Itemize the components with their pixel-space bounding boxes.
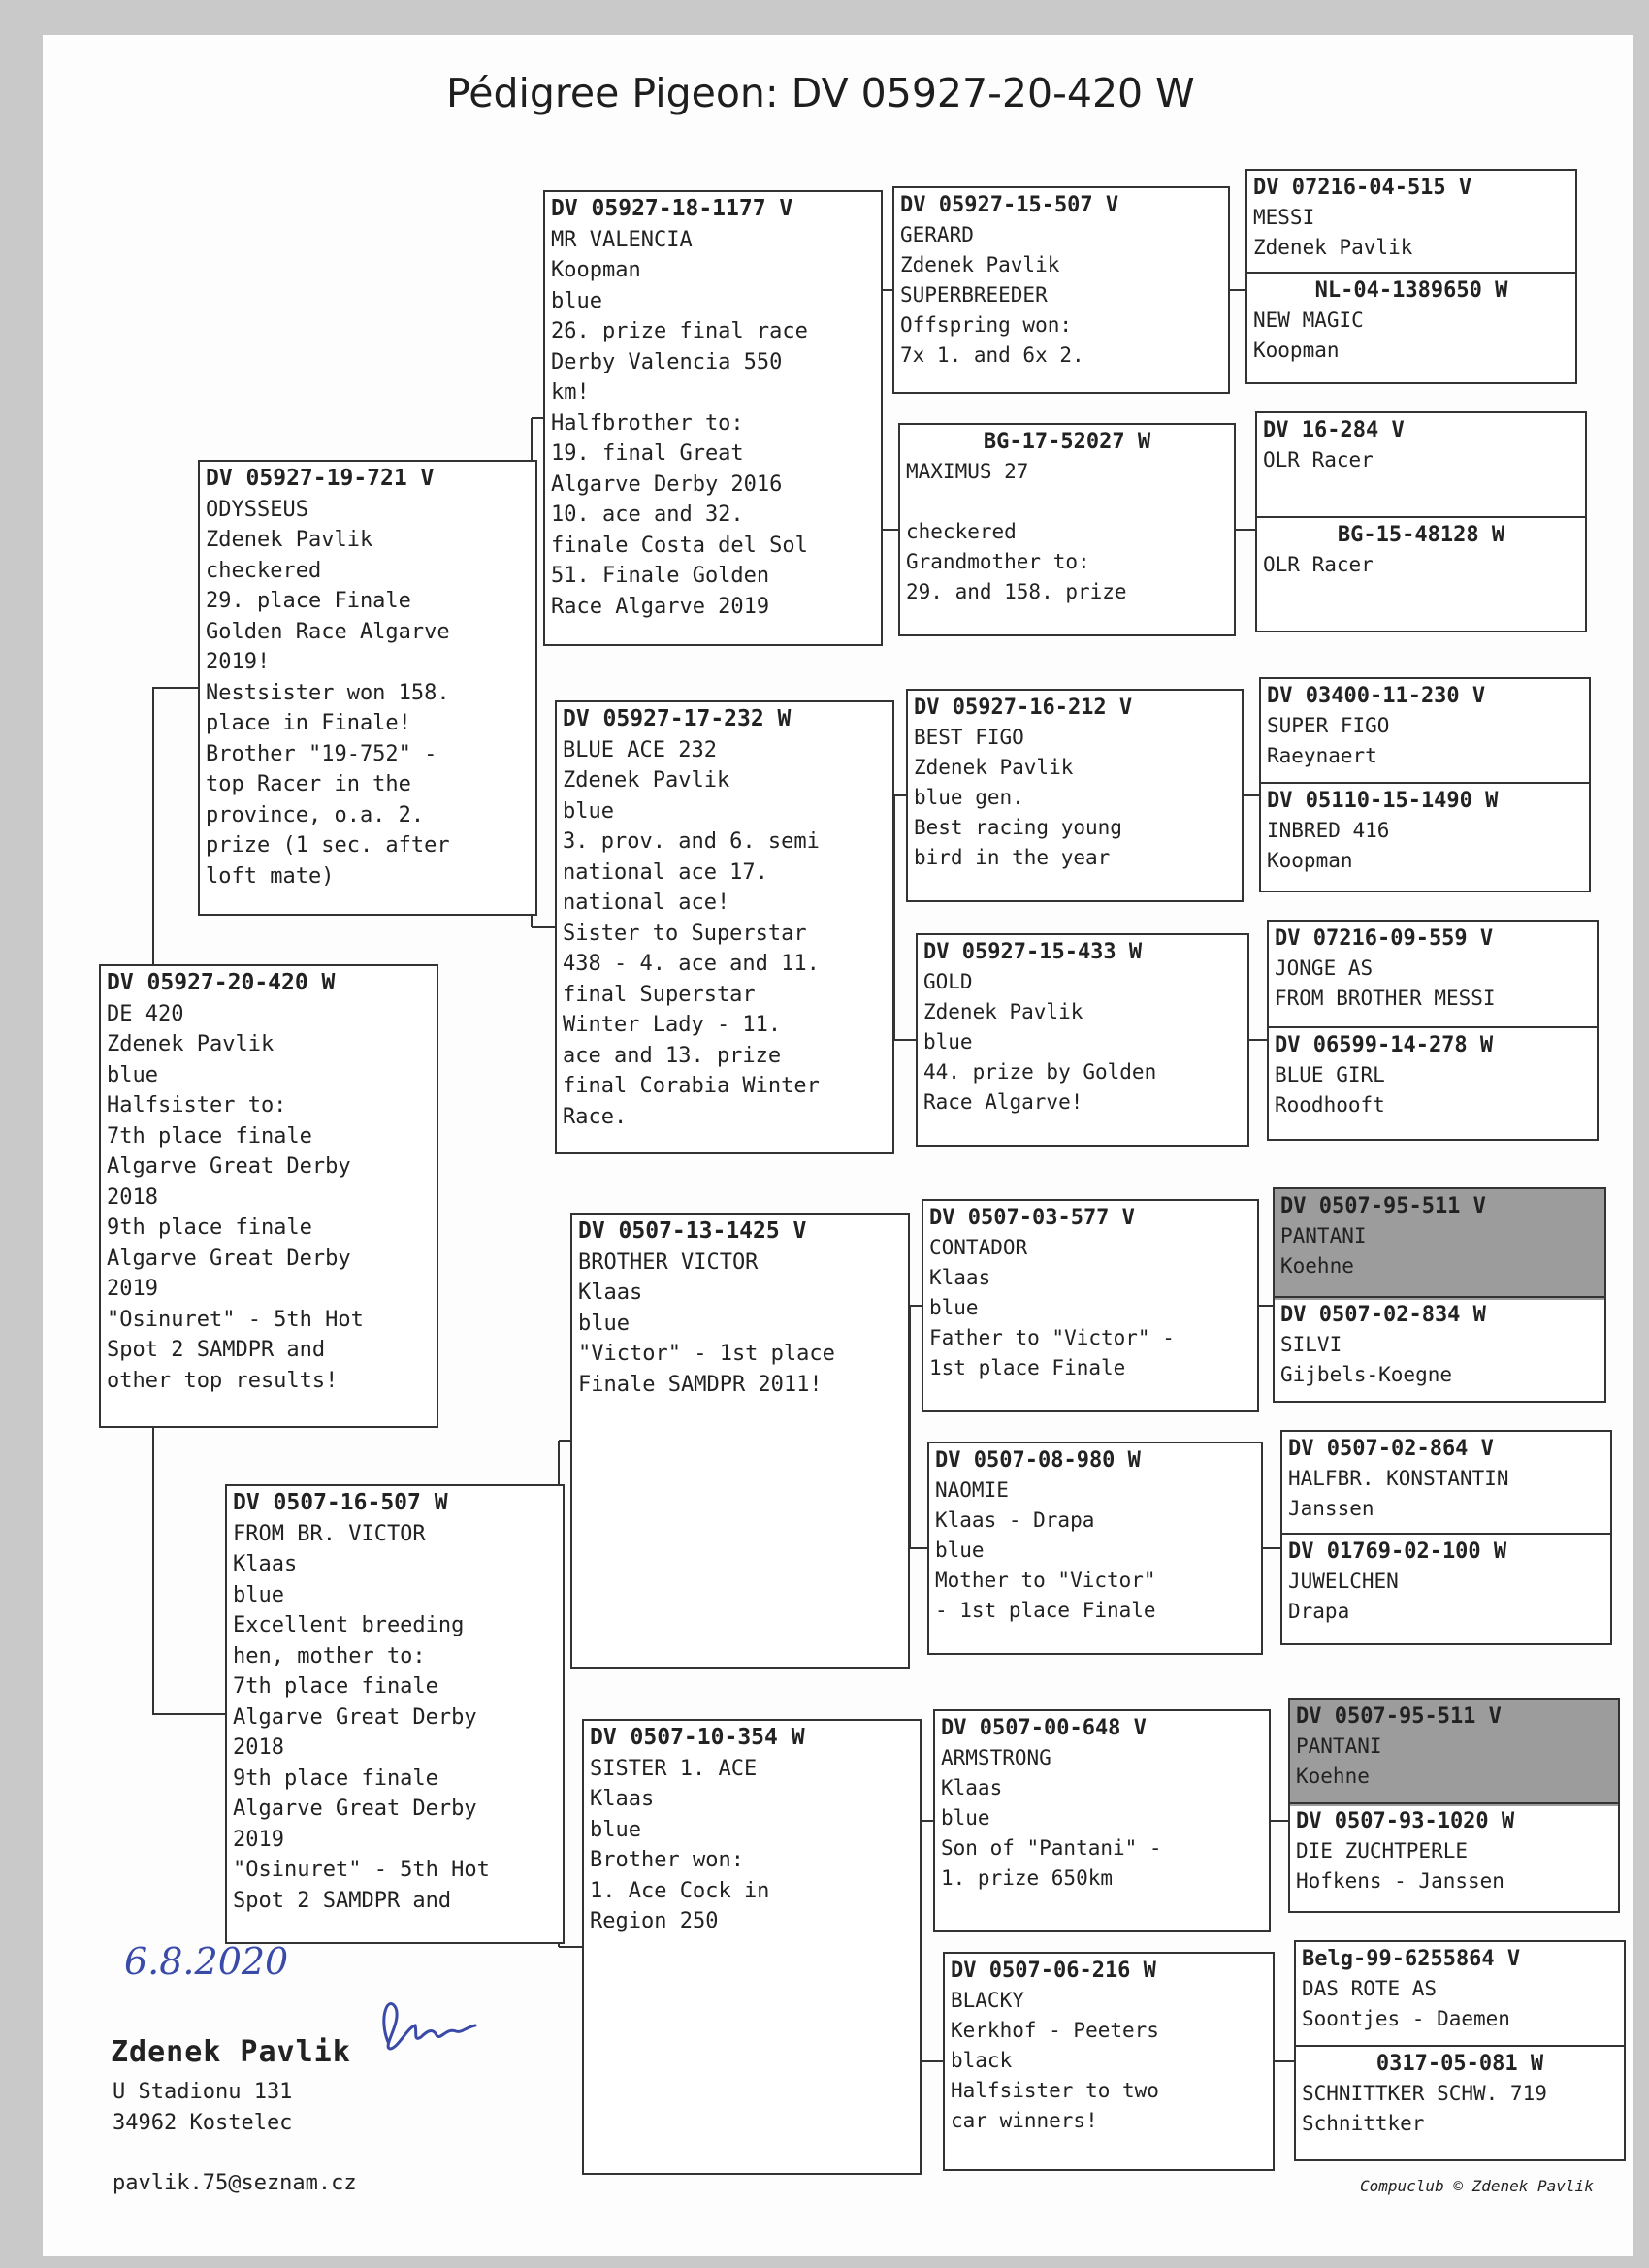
pigeon-box-gen4-7 [933,1709,1271,1932]
detail-line: SUPER FIGO [1267,714,1390,737]
detail-line: 2018 [107,1184,158,1210]
detail-line: Zdenek Pavlik [206,528,373,552]
pigeon-details [935,1475,1255,1626]
detail-line: OLR Racer [1263,448,1374,471]
detail-line: MR VALENCIA [551,227,693,252]
detail-line: hen, mother to: [233,1643,426,1669]
ring-number: DV 05927-15-433 W [923,940,1143,964]
pigeon-box-gen4-8 [943,1952,1275,2171]
pigeon-details [551,225,875,623]
pigeon-details [1288,1464,1604,1524]
ring-number: DV 16-284 V [1263,418,1405,442]
pigeon-box-gen4-5 [922,1199,1259,1412]
detail-line: ace and 13. prize [563,1043,782,1068]
detail-line: Halfbrother to: [551,410,744,436]
detail-line: Region 250 [590,1909,719,1933]
detail-line: Algarve Great Derby [233,1704,477,1730]
detail-line: blue gen. [914,786,1024,809]
detail-line: BROTHER VICTOR [578,1249,759,1275]
detail-line: Koehne [1280,1254,1354,1278]
pigeon-box-gen4-4 [916,933,1249,1147]
ring-number: DV 0507-00-648 V [941,1716,1147,1740]
pigeon-details [1275,1060,1591,1120]
pigeon-box-gen3-2 [555,700,894,1154]
pigeon-box-gen4-1 [892,186,1230,394]
ring-number: BG-17-52027 W [983,430,1151,454]
ring-number: DV 05927-17-232 W [563,706,792,731]
detail-line: 438 - 4. ace and 11. [563,952,820,976]
detail-line: blue [233,1582,284,1607]
pigeon-pair-gen5-3 [1259,677,1591,892]
detail-line: 1. Ace Cock in [590,1878,770,1903]
detail-line: Offspring won: [900,313,1073,337]
ring-number: DV 06599-14-278 W [1275,1033,1494,1057]
pigeon-details [1302,2079,1618,2139]
detail-line: 29. and 158. prize [906,580,1127,603]
detail-line: Koehne [1296,1765,1370,1788]
detail-line: Soontjes - Daemen [1302,2007,1510,2030]
detail-line: Excellent breeding [233,1613,465,1637]
pigeon-details [923,967,1242,1118]
detail-line: Winter Lady - 11. [563,1013,782,1037]
detail-line: blue [107,1062,158,1087]
detail-line: Finale SAMDPR 2011! [578,1372,823,1397]
pigeon-details [233,1519,557,1917]
detail-line: loft mate) [206,863,335,889]
detail-line: Zdenek Pavlik [107,1032,275,1056]
detail-line: Race. [563,1104,628,1129]
detail-line: HALFBR. KONSTANTIN [1288,1467,1509,1490]
pigeon-details [590,1754,914,1937]
pigeon-details [563,735,887,1133]
ring-number: DV 0507-08-980 W [935,1448,1141,1473]
detail-line: province, o.a. 2. [206,802,425,827]
detail-line: Kerkhof - Peeters [951,2019,1159,2042]
detail-line: Klaas [590,1787,655,1811]
ring-number: DV 0507-03-577 V [929,1206,1135,1230]
ring-number: DV 05927-16-212 V [914,696,1133,720]
pigeon-details [1296,1836,1612,1896]
detail-line: SISTER 1. ACE [590,1756,758,1781]
ring-number: DV 0507-13-1425 V [578,1218,807,1244]
detail-line: place in Finale! [206,711,411,735]
pigeon-details [1296,1732,1612,1792]
detail-line: 9th place finale [233,1766,438,1791]
detail-line: finale Costa del Sol [551,533,808,558]
detail-line: JUWELCHEN [1288,1570,1399,1593]
detail-line: - 1st place Finale [935,1599,1156,1622]
detail-line: national ace! [563,891,730,915]
ring-number: DV 0507-06-216 W [951,1959,1156,1983]
detail-line: final Superstar [563,982,756,1007]
detail-line: INBRED 416 [1267,819,1390,842]
detail-line: PANTANI [1280,1224,1367,1247]
pigeon-pair-gen5-6 [1280,1430,1612,1645]
pigeon-details [1280,1330,1599,1390]
pigeon-box-gen3-4 [582,1719,922,2175]
detail-line: Grandmother to: [906,550,1090,573]
detail-line: JONGE AS [1275,956,1374,980]
pigeon-details [929,1233,1251,1383]
pigeon-pair-gen5-4 [1267,920,1599,1141]
pigeon-details [1253,306,1569,366]
detail-line: DIE ZUCHTPERLE [1296,1839,1469,1863]
detail-line: Schnittker [1302,2112,1425,2135]
detail-line: "Osinuret" - 5th Hot [233,1858,490,1882]
detail-line: checkered [906,520,1017,543]
detail-line: 7th place finale [107,1123,312,1149]
detail-line: Koopman [551,258,641,282]
detail-line: Zdenek Pavlik [563,768,730,793]
ring-number: NL-04-1389650 W [1314,278,1508,303]
detail-line: SCHNITTKER SCHW. 719 [1302,2082,1547,2105]
detail-line: ODYSSEUS [206,497,308,522]
breeder-name: Zdenek Pavlik [111,2035,351,2069]
detail-line: Zdenek Pavlik [923,1000,1083,1023]
detail-line: Klaas [929,1266,991,1289]
connector-line [153,688,198,964]
pigeon-details [951,1986,1267,2136]
detail-line: blue [590,1817,641,1842]
detail-line: BLUE ACE 232 [563,737,717,762]
ring-number: DV 0507-02-864 V [1288,1437,1494,1461]
detail-line: Derby Valencia 550 [551,349,783,374]
detail-line: Spot 2 SAMDPR and [107,1338,326,1362]
pigeon-details [1267,816,1583,876]
pigeon-details [906,457,1228,607]
detail-line: Race Algarve 2019 [551,594,770,619]
detail-line: Son of "Pantani" - [941,1836,1162,1860]
ring-number: DV 0507-10-354 W [590,1725,805,1750]
ring-number: DV 01769-02-100 W [1288,1539,1507,1564]
detail-line: 7th place finale [233,1674,438,1699]
detail-line: GERARD [900,223,974,246]
pigeon-details [1280,1221,1599,1281]
detail-line: Janssen [1288,1497,1374,1520]
detail-line: 19. final Great [551,441,744,466]
detail-line: SILVI [1280,1333,1342,1356]
detail-line: Algarve Great Derby [107,1154,351,1179]
pigeon-box-gen2-sire [198,460,537,916]
detail-line: 44. prize by Golden [923,1060,1157,1084]
detail-line: Klaas [941,1776,1003,1799]
detail-line: bird in the year [914,846,1111,869]
pigeon-details [941,1743,1263,1894]
detail-line: Koopman [1267,849,1353,872]
detail-line: 10. ace and 32. [551,502,744,527]
detail-line: DAS ROTE AS [1302,1977,1438,2000]
ring-number: Belg-99-6255864 V [1302,1947,1521,1971]
handwritten-signature [369,1989,485,2057]
ring-number: DV 03400-11-230 V [1267,684,1486,708]
detail-line: "Osinuret" - 5th Hot [107,1307,364,1332]
detail-line: MAXIMUS 27 [906,460,1029,483]
detail-line: "Victor" - 1st place [578,1342,835,1366]
pigeon-box-gen4-2 [898,423,1236,636]
detail-line: national ace 17. [563,859,768,885]
detail-line: Golden Race Algarve [206,619,450,644]
pigeon-pair-gen5-2 [1255,411,1587,632]
detail-line: checkered [206,558,322,583]
detail-line: top Racer in the [206,772,411,796]
ring-number: DV 07216-09-559 V [1275,926,1494,951]
pigeon-box-gen4-6 [927,1442,1263,1655]
detail-line: 26. prize final race [551,319,808,343]
detail-line: Hofkens - Janssen [1296,1869,1504,1893]
detail-line: PANTANI [1296,1734,1382,1758]
detail-line: FROM BROTHER MESSI [1275,987,1496,1010]
detail-line: Koopman [1253,339,1340,362]
detail-line: Roodhooft [1275,1093,1385,1117]
detail-line: 9th place finale [107,1215,312,1240]
detail-line: ARMSTRONG [941,1746,1051,1769]
pigeon-pair-gen5-7 [1288,1698,1620,1913]
detail-line: 29. place Finale [206,589,411,613]
detail-line: Klaas [233,1552,298,1576]
breeder-email: pavlik.75@seznam.cz [113,2171,357,2195]
detail-line [906,487,1228,517]
detail-line: 1st place Finale [929,1356,1126,1379]
ring-number: DV 05927-15-507 V [900,193,1119,217]
detail-line: BEST FIGO [914,726,1024,749]
detail-line: car winners! [951,2109,1098,2132]
ring-number: DV 0507-95-511 V [1280,1194,1486,1218]
pigeon-details [1253,203,1569,263]
detail-line: blue [929,1296,979,1319]
pigeon-details [107,999,431,1397]
detail-line: Halfsister to two [951,2079,1159,2102]
ring-number: DV 0507-95-511 V [1296,1704,1502,1729]
ring-number: DV 05110-15-1490 W [1267,789,1499,813]
detail-line: Halfsister to: [107,1093,287,1118]
pigeon-pair-gen5-8 [1294,1940,1626,2161]
page-title: Pédigree Pigeon: DV 05927-20-420 W [446,70,1195,116]
detail-line: Raeynaert [1267,744,1377,767]
detail-line: 2018 [233,1735,284,1760]
ring-number: DV 0507-02-834 W [1280,1303,1486,1327]
pigeon-pair-gen5-5 [1273,1187,1606,1403]
pigeon-details [1263,550,1579,580]
pigeon-details [914,723,1236,873]
detail-line: Zdenek Pavlik [1253,236,1413,259]
detail-line: MESSI [1253,206,1315,229]
signature-date: 6.8.2020 [124,1940,289,1983]
detail-line: Race Algarve! [923,1090,1083,1114]
detail-line: blue [563,798,614,824]
detail-line: Zdenek Pavlik [900,253,1060,276]
footer-credit: Compuclub © Zdenek Pavlik [1360,2177,1594,2195]
detail-line: blue [578,1311,630,1336]
detail-line: SUPERBREEDER [900,283,1048,307]
breeder-street: U Stadionu 131 [113,2080,293,2104]
ring-number: DV 0507-16-507 W [233,1490,448,1515]
ring-number: 0317-05-081 W [1375,2052,1544,2076]
detail-line: Sister to Superstar [563,921,807,946]
detail-line: CONTADOR [929,1236,1028,1259]
pigeon-box-gen3-3 [570,1213,910,1669]
pigeon-details [1275,954,1591,1014]
detail-line: Brother "19-752" - [206,741,437,766]
pigeon-box-gen2-dam [225,1484,565,1944]
detail-line: GOLD [923,970,973,993]
detail-line: OLR Racer [1263,553,1374,576]
ring-number: DV 05927-18-1177 V [551,196,793,221]
detail-line: final Corabia Winter [563,1074,820,1098]
detail-line: Mother to "Victor" [935,1569,1156,1592]
detail-line: Zdenek Pavlik [914,756,1074,779]
pigeon-details [1302,1974,1618,2034]
detail-line: 7x 1. and 6x 2. [900,343,1084,367]
detail-line: Brother won: [590,1848,744,1872]
pigeon-details [900,220,1222,371]
detail-line: blue [935,1539,985,1562]
detail-line: Best racing young [914,816,1122,839]
breeder-city: 34962 Kostelec [113,2111,293,2135]
pigeon-details [1267,711,1583,771]
pigeon-details [578,1247,902,1401]
detail-line: NAOMIE [935,1478,1009,1502]
detail-line: Drapa [1288,1600,1350,1623]
detail-line: other top results! [107,1368,339,1393]
detail-line: 1. prize 650km [941,1866,1114,1890]
pigeon-pair-gen5-1 [1245,169,1577,384]
pigeon-box-gen4-3 [906,689,1244,902]
pigeon-details [1288,1567,1604,1627]
ring-number: BG-15-48128 W [1337,523,1505,547]
detail-line: BLUE GIRL [1275,1063,1385,1086]
ring-number: DV 05927-19-721 V [206,466,435,491]
detail-line: Gijbels-Koegne [1280,1363,1453,1386]
pigeon-details [206,495,530,892]
detail-line: Spot 2 SAMDPR and [233,1888,452,1913]
detail-line: BLACKY [951,1989,1024,2012]
detail-line: blue [923,1030,973,1053]
detail-line: FROM BR. VICTOR [233,1521,426,1546]
detail-line: 3. prov. and 6. semi [563,829,820,854]
ring-number: DV 07216-04-515 V [1253,176,1472,200]
detail-line: Nestsister won 158. [206,680,450,705]
detail-line: 51. Finale Golden [551,564,770,588]
detail-line: 2019 [233,1827,284,1852]
pigeon-box-gen1 [99,964,438,1428]
pigeon-box-gen3-1 [543,190,883,646]
detail-line: Algarve Derby 2016 [551,471,783,497]
pigeon-details [1263,445,1579,475]
ring-number: DV 05927-20-420 W [107,970,336,995]
detail-line: Algarve Great Derby [107,1246,351,1271]
detail-line: 2019! [206,650,271,674]
ring-number: DV 0507-93-1020 W [1296,1809,1515,1833]
detail-line: 2019 [107,1277,158,1301]
detail-line: Father to "Victor" - [929,1326,1175,1349]
detail-line: NEW MAGIC [1253,308,1364,332]
detail-line: blue [941,1806,990,1830]
detail-line: DE 420 [107,1001,184,1026]
detail-line: prize (1 sec. after [206,833,450,858]
detail-line: blue [551,288,602,313]
detail-line: km! [551,380,590,405]
detail-line: Algarve Great Derby [233,1797,477,1821]
connector-line [153,1428,225,1714]
detail-line: Klaas [578,1280,643,1305]
detail-line: black [951,2049,1013,2072]
detail-line: Klaas - Drapa [935,1508,1095,1532]
